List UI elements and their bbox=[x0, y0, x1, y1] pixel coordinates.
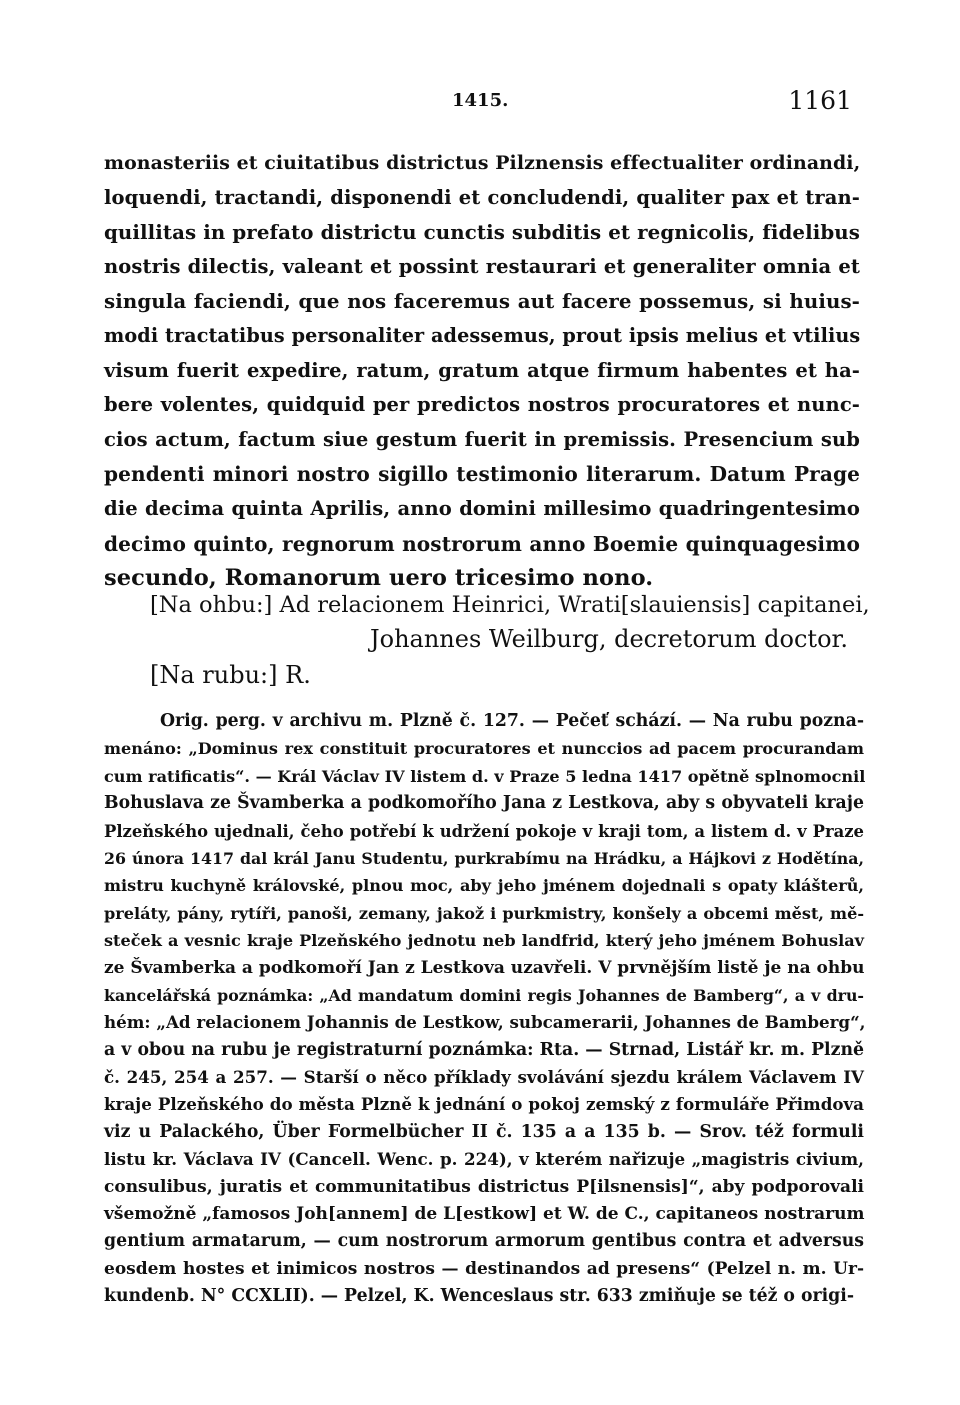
body-line: secundo, Romanorum uero tricesimo nono. bbox=[104, 565, 654, 592]
note-line: č. 245, 254 a 257. — Starší o něco příklady svolávání sjezdu králem Václavem IV bbox=[104, 1067, 864, 1088]
page-number: 1161 bbox=[788, 86, 852, 115]
note-line: kancelářská poznámka: „Ad mandatum domini regis Johannes de Bamberg“, a v dru- bbox=[104, 985, 864, 1005]
page-header bbox=[0, 86, 960, 118]
note-line: steček a vesnic kraje Plzeňského jednotu neb landfrid, který jeho jménem Bohuslav bbox=[104, 931, 864, 951]
note-line: Orig. perg. v archivu m. Plzně č. 127. — Pečeť schází. — Na rubu pozna- bbox=[160, 711, 864, 731]
note-line: consulibus, juratis et communitatibus districtus P[ilsnensis]“, aby podporovali bbox=[104, 1176, 864, 1197]
note-line: ze Švamberka a podkomoří Jan z Lestkova uzavřeli. V prvnějším listě je na ohbu bbox=[104, 957, 865, 978]
body-line: modi tractatibus personaliter adessemus, prout ipsis melius et vtilius bbox=[104, 323, 861, 347]
body-line: singula faciendi, que nos faceremus aut facere possemus, si huius- bbox=[104, 289, 860, 314]
note-line: všemožně „famosos Joh[annem] de L[estkow] et W. de C., capitaneos nostrarum bbox=[104, 1204, 865, 1225]
body-line: cios actum, factum siue gestum fuerit in premissis. Presencium sub bbox=[104, 427, 860, 451]
note-line: kundenb. N° CCXLII). — Pelzel, K. Wenceslaus str. 633 zmiňuje se též o origi- bbox=[104, 1286, 854, 1307]
editorial-notes bbox=[104, 708, 864, 1311]
endorsement-reverse-note: [Na rubu:] R. bbox=[150, 661, 311, 689]
body-line: visum fuerit expedire, ratum, gratum atque firmum habentes et ha- bbox=[104, 358, 860, 382]
note-line: eosdem hostes et inimicos nostros — destinandos ad presens“ (Pelzel n. m. Ur- bbox=[104, 1258, 864, 1279]
body-line: nostris dilectis, valeant et possint restaurari et generaliter omnia et bbox=[104, 254, 860, 278]
note-line: menáno: „Dominus rex constituit procuratores et nunccios ad pacem procurandam bbox=[104, 739, 864, 759]
note-line: a v obou na rubu je registraturní poznámka: Rta. — Strnad, Listář kr. m. Plzně bbox=[104, 1039, 864, 1060]
note-line: preláty, pány, rytíři, panoši, zemany, jakož i purkmistry, konšely a obcemi měst, mě- bbox=[104, 903, 864, 923]
note-line: hém: „Ad relacionem Johannis de Lestkow, subcamerarii, Johannes de Bamberg“, bbox=[104, 1012, 866, 1033]
body-line: monasteriis et ciuitatibus districtus Pilznensis effectualiter ordinandi, bbox=[104, 152, 861, 174]
endorsement-fold-note: [Na ohbu:] Ad relacionem Heinrici, Wrati[slauiensis] capitanei, bbox=[150, 592, 870, 618]
note-line: kraje Plzeňského do města Plzně k jednání o pokoj zemský z formuláře Přimdova bbox=[104, 1094, 864, 1115]
note-line: viz u Palackého, Über Formelbücher II č. 135 a a 135 b. — Srov. též formuli bbox=[104, 1121, 864, 1142]
body-line: loquendi, tractandi, disponendi et concludendi, qualiter pax et tran- bbox=[104, 185, 860, 209]
body-line: decimo quinto, regnorum nostrorum anno Boemie quinquagesimo bbox=[104, 531, 860, 556]
note-line: listu kr. Václava IV (Cancell. Wenc. p. 224), v kterém nařizuje „magistris civium, bbox=[104, 1149, 864, 1170]
body-line: die decima quinta Aprilis, anno domini millesimo quadringentesimo bbox=[104, 496, 860, 520]
endorsement-block bbox=[150, 588, 870, 692]
note-line: Plzeňského ujednali, čeho potřebí k udržení pokoje v kraji tom, a listem d. v Praze bbox=[104, 821, 864, 841]
note-line: cum ratificatis“. — Král Václav IV listem d. v Praze 5 ledna 1417 opětně splnomocnil bbox=[104, 766, 866, 786]
endorsement-signature: Johannes Weilburg, decretorum doctor. bbox=[370, 625, 848, 653]
document-body bbox=[104, 146, 860, 596]
running-head-year: 1415. bbox=[452, 90, 509, 111]
body-line: pendenti minori nostro sigillo testimonio literarum. Datum Prage bbox=[104, 462, 860, 487]
body-line: bere volentes, quidquid per predictos nostros procuratores et nunc- bbox=[104, 393, 860, 417]
note-line: 26 února 1417 dal král Janu Studentu, purkrabímu na Hrádku, a Hájkovi z Hodětína, bbox=[104, 848, 864, 868]
note-line: mistru kuchyně královské, plnou moc, aby jeho jménem dojednali s opaty klášterů, bbox=[104, 876, 864, 896]
note-line: gentium armatarum, — cum nostrorum armorum gentibus contra et adversus bbox=[104, 1231, 864, 1252]
body-line: quillitas in prefato districtu cunctis subditis et regnicolis, fidelibus bbox=[104, 220, 860, 245]
note-line: Bohuslava ze Švamberka a podkomořího Jana z Lestkova, aby s obyvateli kraje bbox=[104, 793, 864, 814]
